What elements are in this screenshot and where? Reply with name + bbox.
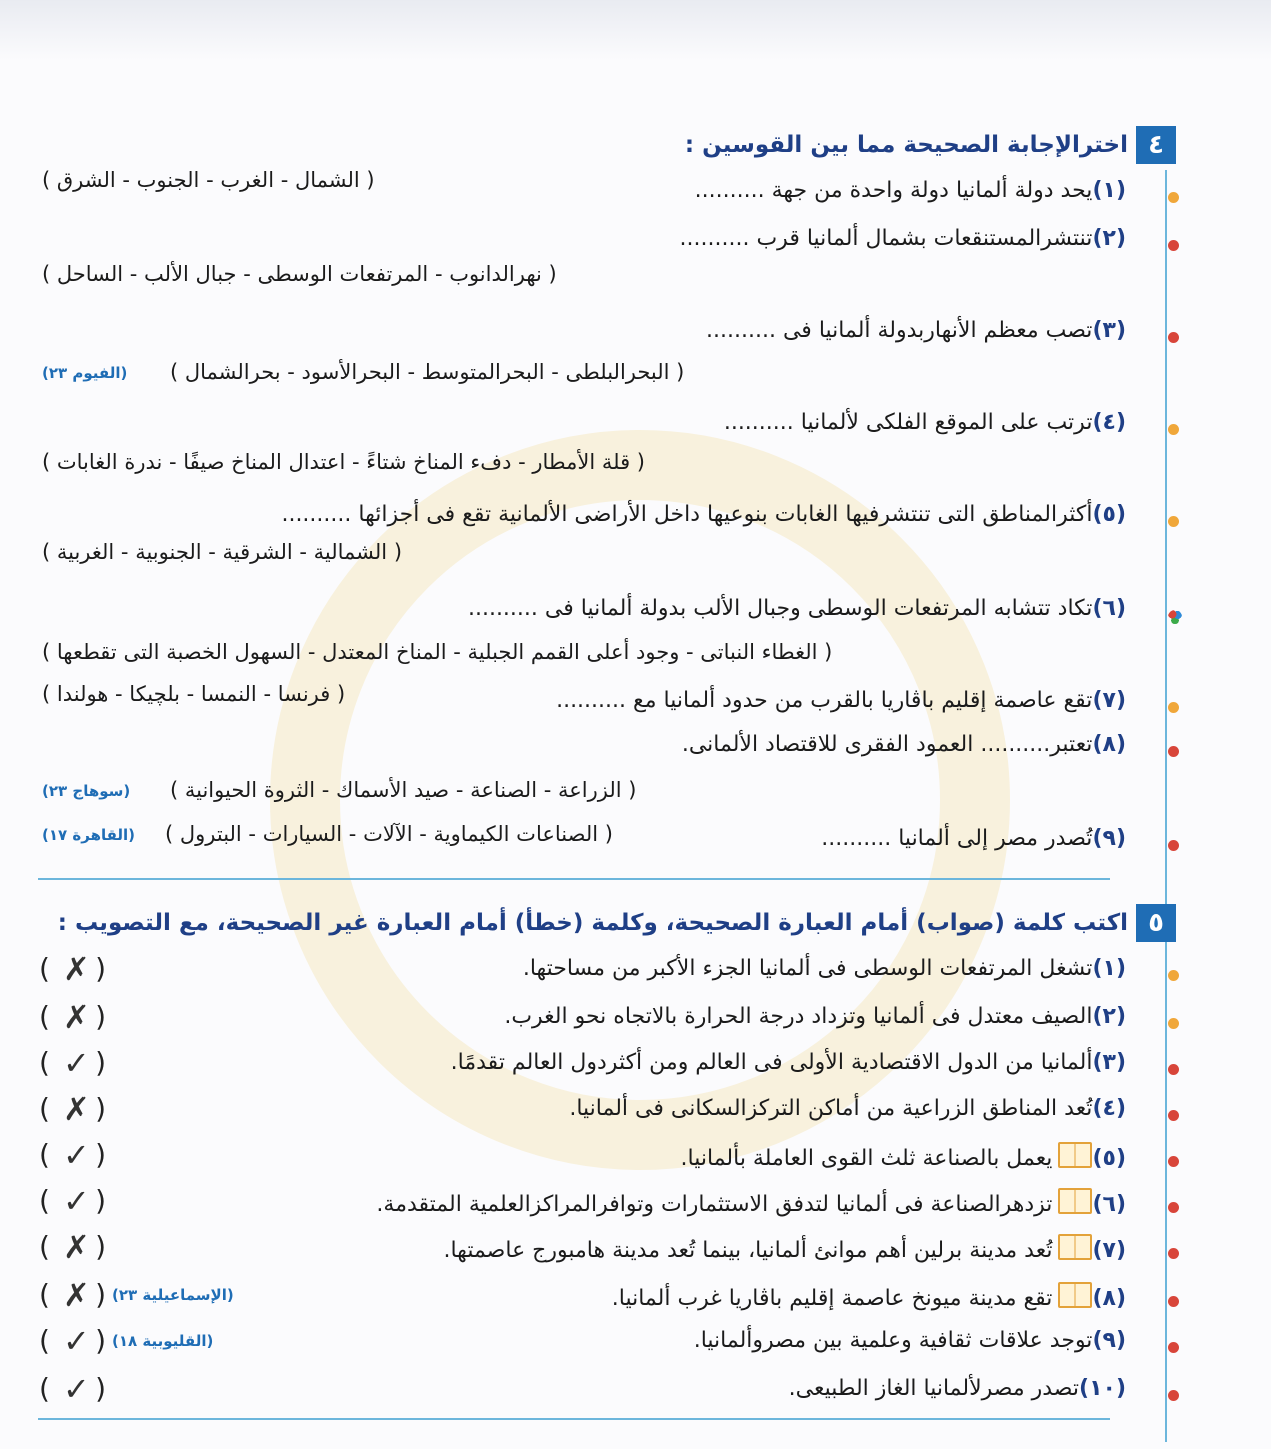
statement-text: تُعد مدينة برلين أهم موانئ ألمانيا، بينما تُعد مدينة هامبورج عاصمتها. <box>443 1238 1053 1263</box>
statement-number: (٦) <box>1092 1192 1126 1217</box>
question-text: أكثرالمناطق التى تنتشرفيها الغابات بنوعيها داخل الأراضى الألمانية تقع فى أجزائها .......... <box>281 502 1093 527</box>
answer-options: ( فرنسا - النمسا - بلچيكا - هولندا ) <box>42 682 346 706</box>
bullet-dot <box>1168 1018 1179 1029</box>
section-4-number: ٤ <box>1136 126 1176 164</box>
question-text: تصب معظم الأنهاربدولة ألمانيا فى .......... <box>706 318 1093 343</box>
paren-close: ) <box>95 1046 106 1079</box>
section-5-header <box>58 904 1176 942</box>
answer-mark <box>35 952 110 990</box>
book-icon <box>1058 1142 1092 1168</box>
question-text: تعتبر.......... العمود الفقرى للاقتصاد الألمانى. <box>681 732 1093 757</box>
statement-6 <box>376 1188 1126 1217</box>
paren-close: ) <box>95 1372 106 1405</box>
paren-close: ) <box>95 952 106 985</box>
statement-text: تزدهرالصناعة فى ألمانيا لتدفق الاستثمارات وتوافرالمراكزالعلمية المتقدمة. <box>376 1192 1053 1217</box>
question-6 <box>468 596 1126 621</box>
handwritten-mark: ✓ <box>63 1370 90 1408</box>
answer-mark <box>35 1184 110 1222</box>
bullet-dot <box>1168 1296 1179 1307</box>
answer-options: ( البحرالبلطى - البحرالمتوسط - البحرالأسود - بحرالشمال ) <box>170 360 685 384</box>
answer-mark <box>35 1324 110 1362</box>
margin-rail <box>1165 170 1167 1442</box>
bullet-dot <box>1168 610 1182 624</box>
paren-open: ( <box>39 1230 50 1263</box>
question-2 <box>680 226 1126 251</box>
question-9 <box>821 826 1126 851</box>
section-5-title: اكتب كلمة (صواب) أمام العبارة الصحيحة، وكلمة (خطأ) أمام العبارة غير الصحيحة، مع التصويب : <box>57 910 1128 936</box>
statement-text: توجد علاقات ثقافية وعلمية بين مصروألمانيا. <box>693 1328 1093 1353</box>
question-text: يحد دولة ألمانيا دولة واحدة من جهة .......... <box>694 178 1093 203</box>
paren-open: ( <box>39 1278 50 1311</box>
source-tag: (القاهرة ١٧) <box>42 826 136 844</box>
answer-mark <box>35 1372 110 1410</box>
question-text: تكاد تتشابه المرتفعات الوسطى وجبال الألب بدولة ألمانيا فى .......... <box>467 596 1093 621</box>
bullet-dot <box>1168 1390 1179 1401</box>
statement-text: يعمل بالصناعة ثلث القوى العاملة بألمانيا. <box>680 1146 1053 1171</box>
source-tag: (الفيوم ٢٣) <box>42 364 128 382</box>
statement-number: (١) <box>1092 956 1126 981</box>
statement-text: تشغل المرتفعات الوسطى فى ألمانيا الجزء الأكبر من مساحتها. <box>522 956 1093 981</box>
question-1 <box>695 178 1126 203</box>
statement-9 <box>694 1328 1126 1353</box>
bullet-dot <box>1168 970 1179 981</box>
statement-3 <box>451 1050 1126 1075</box>
statement-text: ألمانيا من الدول الاقتصادية الأولى فى العالم ومن أكثردول العالم تقدمًا. <box>450 1050 1093 1075</box>
bullet-dot <box>1168 192 1179 203</box>
question-number: (٦) <box>1092 596 1126 621</box>
question-3 <box>706 318 1126 343</box>
source-tag: (الإسماعيلية ٢٣) <box>112 1286 234 1304</box>
section-5-number: ٥ <box>1136 904 1176 942</box>
bottom-divider <box>38 1418 1110 1420</box>
statement-number: (٢) <box>1092 1004 1126 1029</box>
bullet-dot <box>1168 1156 1179 1167</box>
paren-close: ) <box>95 1278 106 1311</box>
page-top-band <box>0 0 1271 60</box>
bullet-dot <box>1168 840 1179 851</box>
bullet-dot <box>1168 702 1179 713</box>
question-number: (٧) <box>1092 688 1126 713</box>
statement-number: (١٠) <box>1079 1376 1126 1401</box>
statement-number: (٤) <box>1092 1096 1126 1121</box>
question-text: ترتب على الموقع الفلكى لألمانيا .......... <box>723 410 1093 435</box>
statement-number: (٩) <box>1092 1328 1126 1353</box>
statement-7 <box>443 1234 1126 1263</box>
handwritten-mark: ✗ <box>63 1228 90 1266</box>
statement-number: (٣) <box>1092 1050 1126 1075</box>
bullet-dot <box>1168 1202 1179 1213</box>
statement-8 <box>612 1282 1126 1311</box>
handwritten-mark: ✗ <box>63 950 90 988</box>
statement-2 <box>504 1004 1126 1029</box>
paren-open: ( <box>39 1000 50 1033</box>
paren-close: ) <box>95 1000 106 1033</box>
paren-open: ( <box>39 1046 50 1079</box>
statement-text: تُعد المناطق الزراعية من أماكن التركزالسكانى فى ألمانيا. <box>569 1096 1093 1121</box>
statement-number: (٥) <box>1092 1146 1126 1171</box>
paren-close: ) <box>95 1138 106 1171</box>
statement-10 <box>789 1376 1126 1401</box>
question-text: تنتشرالمستنقعات بشمال ألمانيا قرب .......... <box>679 226 1093 251</box>
statement-number: (٧) <box>1092 1238 1126 1263</box>
bullet-dot <box>1168 240 1179 251</box>
question-number: (٤) <box>1092 410 1126 435</box>
handwritten-mark: ✗ <box>63 998 90 1036</box>
section-4-title: اخترالإجابة الصحيحة مما بين القوسين : <box>684 132 1128 158</box>
statement-5 <box>681 1142 1126 1171</box>
handwritten-mark: ✓ <box>63 1136 90 1174</box>
paren-open: ( <box>39 1184 50 1217</box>
answer-options: ( الغطاء النباتى - وجود أعلى القمم الجبلية - المناخ المعتدل - السهول الخصبة التى تقطعها ) <box>42 640 833 664</box>
question-7 <box>556 688 1126 713</box>
question-number: (٣) <box>1092 318 1126 343</box>
statement-text: الصيف معتدل فى ألمانيا وتزداد درجة الحرارة بالاتجاه نحو الغرب. <box>504 1004 1093 1029</box>
paren-open: ( <box>39 952 50 985</box>
book-icon <box>1058 1234 1092 1260</box>
question-number: (٩) <box>1092 826 1126 851</box>
question-4 <box>724 410 1126 435</box>
statement-1 <box>523 956 1126 981</box>
question-5 <box>281 502 1126 527</box>
answer-options: ( الزراعة - الصناعة - صيد الأسماك - الثروة الحيوانية ) <box>170 778 637 802</box>
source-tag: (سوهاج ٢٣) <box>42 782 131 800</box>
handwritten-mark: ✓ <box>63 1044 90 1082</box>
handwritten-mark: ✗ <box>63 1090 90 1128</box>
bullet-dot <box>1168 424 1179 435</box>
statement-number: (٨) <box>1092 1286 1126 1311</box>
paren-open: ( <box>39 1372 50 1405</box>
handwritten-mark: ✗ <box>63 1276 90 1314</box>
question-text: تقع عاصمة إقليم باڤاريا بالقرب من حدود ألمانيا مع .......... <box>556 688 1093 713</box>
book-icon <box>1058 1282 1092 1308</box>
question-number: (٨) <box>1092 732 1126 757</box>
question-text: تُصدر مصر إلى ألمانيا .......... <box>821 826 1093 851</box>
bullet-dot <box>1168 332 1179 343</box>
bullet-dot <box>1168 1342 1179 1353</box>
question-number: (٥) <box>1092 502 1126 527</box>
paren-open: ( <box>39 1324 50 1357</box>
paren-close: ) <box>95 1184 106 1217</box>
question-number: (١) <box>1092 178 1126 203</box>
bullet-dot <box>1168 1064 1179 1075</box>
paren-close: ) <box>95 1230 106 1263</box>
answer-options: ( الشمال - الغرب - الجنوب - الشرق ) <box>42 168 375 192</box>
handwritten-mark: ✓ <box>63 1322 90 1360</box>
answer-mark <box>35 1138 110 1176</box>
paren-close: ) <box>95 1092 106 1125</box>
book-icon <box>1058 1188 1092 1214</box>
answer-options: ( نهرالدانوب - المرتفعات الوسطى - جبال الألب - الساحل ) <box>42 262 557 286</box>
bullet-dot <box>1168 1248 1179 1259</box>
source-tag: (القليوبية ١٨) <box>112 1332 214 1350</box>
answer-mark <box>35 1046 110 1084</box>
paren-open: ( <box>39 1092 50 1125</box>
question-number: (٢) <box>1092 226 1126 251</box>
answer-mark <box>35 1278 110 1316</box>
bullet-dot <box>1168 1110 1179 1121</box>
handwritten-mark: ✓ <box>63 1182 90 1220</box>
answer-options: ( الشمالية - الشرقية - الجنوبية - الغربية ) <box>42 540 403 564</box>
bullet-dot <box>1168 516 1179 527</box>
question-8 <box>682 732 1126 757</box>
bullet-dot <box>1168 746 1179 757</box>
section-divider <box>38 878 1110 880</box>
answer-options: ( الصناعات الكيماوية - الآلات - السيارات - البترول ) <box>165 822 613 846</box>
statement-text: تقع مدينة ميونخ عاصمة إقليم باڤاريا غرب ألمانيا. <box>611 1286 1053 1311</box>
statement-4 <box>569 1096 1126 1121</box>
answer-mark <box>35 1000 110 1038</box>
paren-close: ) <box>95 1324 106 1357</box>
answer-mark <box>35 1092 110 1130</box>
answer-mark <box>35 1230 110 1268</box>
answer-options: ( قلة الأمطار - دفء المناخ شتاءً - اعتدال المناخ صيفًا - ندرة الغابات ) <box>42 450 645 474</box>
paren-open: ( <box>39 1138 50 1171</box>
section-4-header <box>685 126 1176 164</box>
statement-text: تصدر مصرلألمانيا الغاز الطبيعى. <box>788 1376 1080 1401</box>
